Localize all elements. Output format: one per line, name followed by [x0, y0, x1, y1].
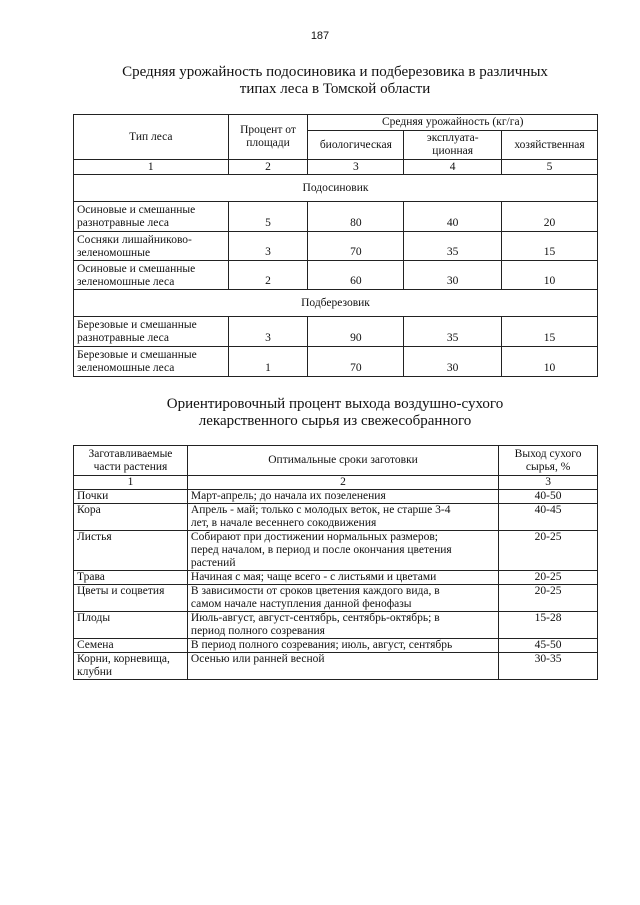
column-number: 4 [404, 160, 502, 175]
mushroom-yield-table [73, 114, 598, 377]
plant-part-line: клубни [77, 666, 113, 678]
herbal-raw-material-table [73, 445, 598, 680]
biological-cell: 70 [308, 347, 404, 377]
harvest-timing-line: Март-апрель; до начала их позеленения [190, 490, 386, 502]
dry-yield-cell: 15-28 [499, 612, 598, 639]
header-percent-area-line1: Процент от [240, 124, 296, 136]
harvest-timing-line: Собирают при достижении нормальных размеров; [190, 531, 438, 543]
harvest-timing-line: Осенью или ранней весной [190, 653, 325, 665]
forest-type-cell [74, 202, 229, 232]
column-number: 1 [74, 476, 188, 490]
harvest-timing-line: Июль-август, август-сентябрь, сентябрь-октябрь; в [190, 612, 440, 624]
header-dry-yield [499, 446, 598, 476]
harvest-timing-line: лет, в начале весеннего сокодвижения [190, 517, 377, 529]
header-percent-area [228, 115, 308, 160]
table-row [74, 202, 598, 232]
plant-part-cell [74, 585, 188, 612]
table1-title [70, 64, 600, 98]
harvest-timing-cell [187, 653, 498, 680]
harvest-timing-line: В период полного созревания; июль, август, сентябрь [190, 639, 453, 651]
table-row [74, 317, 598, 347]
biological-cell: 80 [308, 202, 404, 232]
percent-cell: 3 [228, 317, 308, 347]
forest-type-line1: Березовые и смешанные [77, 319, 197, 331]
dry-yield-cell: 20-25 [499, 571, 598, 585]
harvest-timing-cell [187, 612, 498, 639]
header-exploitation-line1: эксплуата- [426, 132, 479, 144]
dry-yield-cell: 30-35 [499, 653, 598, 680]
percent-cell: 3 [228, 232, 308, 261]
column-number: 1 [74, 160, 229, 175]
header-avg-yield: Средняя урожайность (кг/га) [308, 115, 598, 131]
harvest-timing-line: период полного созревания [190, 625, 325, 637]
biological-cell: 70 [308, 232, 404, 261]
percent-cell: 2 [228, 261, 308, 290]
column-number-row [74, 476, 598, 490]
column-number: 3 [308, 160, 404, 175]
dry-yield-cell: 40-45 [499, 504, 598, 531]
plant-part-line: Трава [77, 571, 105, 583]
harvest-timing-cell [187, 490, 498, 504]
group-header-podosinovik: Подосиновик [74, 175, 598, 202]
forest-type-line2: зеленомошные леса [77, 362, 175, 374]
economic-cell: 10 [502, 261, 598, 290]
header-percent-area-line2: площади [246, 137, 290, 149]
harvest-timing-cell [187, 504, 498, 531]
header-exploitation [404, 131, 502, 160]
forest-type-line2: зеленомошные [77, 247, 151, 259]
forest-type-line2: зеленомошные леса [77, 276, 175, 288]
header-dry-yield-line2: сырья, % [525, 460, 571, 473]
plant-part-cell [74, 612, 188, 639]
header-plant-parts [74, 446, 188, 476]
forest-type-cell [74, 347, 229, 377]
dry-yield-cell: 20-25 [499, 585, 598, 612]
table-row [74, 232, 598, 261]
forest-type-line1: Сосняки лишайниково- [77, 234, 192, 246]
forest-type-line2: разнотравные леса [77, 332, 169, 344]
economic-cell: 10 [502, 347, 598, 377]
table-row [74, 653, 598, 680]
column-number: 2 [187, 476, 498, 490]
harvest-timing-line: В зависимости от сроков цветения каждого вида, в [190, 585, 440, 597]
exploitation-cell: 35 [404, 317, 502, 347]
economic-cell: 15 [502, 232, 598, 261]
table-row [74, 261, 598, 290]
page-number: 187 [310, 30, 330, 42]
table-row [74, 531, 598, 571]
biological-cell: 60 [308, 261, 404, 290]
header-plant-parts-line1: Заготавливаемые [88, 447, 173, 460]
header-harvest-timing: Оптимальные сроки заготовки [187, 446, 498, 476]
table2-title-line1: Ориентировочный процент выхода воздушно-сухого [166, 396, 504, 412]
plant-part-cell [74, 639, 188, 653]
forest-type-line1: Березовые и смешанные [77, 349, 197, 361]
economic-cell: 20 [502, 202, 598, 232]
harvest-timing-line: растений [190, 557, 236, 569]
biological-cell: 90 [308, 317, 404, 347]
plant-part-line: Кора [77, 504, 101, 516]
harvest-timing-cell [187, 571, 498, 585]
economic-cell: 15 [502, 317, 598, 347]
harvest-timing-cell [187, 531, 498, 571]
column-number: 5 [502, 160, 598, 175]
plant-part-cell [74, 653, 188, 680]
table-row [74, 639, 598, 653]
percent-cell: 1 [228, 347, 308, 377]
header-plant-parts-line2: части растения [93, 460, 168, 473]
forest-type-line2: разнотравные леса [77, 217, 169, 229]
plant-part-line: Почки [77, 490, 109, 502]
plant-part-cell [74, 490, 188, 504]
forest-type-line1: Осиновые и смешанные [77, 263, 196, 275]
dry-yield-cell: 45-50 [499, 639, 598, 653]
harvest-timing-cell [187, 585, 498, 612]
percent-cell: 5 [228, 202, 308, 232]
exploitation-cell: 30 [404, 261, 502, 290]
plant-part-cell [74, 571, 188, 585]
table1-title-line2: типах леса в Томской области [239, 81, 431, 97]
group-header-podberezovik: Подберезовик [74, 290, 598, 317]
header-economic: хозяйственная [502, 131, 598, 160]
column-number-row [74, 160, 598, 175]
plant-part-line: Семена [77, 639, 114, 651]
dry-yield-cell: 20-25 [499, 531, 598, 571]
table-row [74, 347, 598, 377]
exploitation-cell: 35 [404, 232, 502, 261]
harvest-timing-line: Апрель - май; только с молодых веток, не старше 3-4 [190, 504, 451, 516]
plant-part-line: Листья [77, 531, 112, 543]
exploitation-cell: 30 [404, 347, 502, 377]
exploitation-cell: 40 [404, 202, 502, 232]
table-row [74, 585, 598, 612]
table1-title-line1: Средняя урожайность подосиновика и подберезовика в различных [122, 64, 548, 80]
header-biological: биологическая [308, 131, 404, 160]
table-row [74, 571, 598, 585]
harvest-timing-line: самом начале наступления данной фенофазы [190, 598, 412, 610]
table-row [74, 612, 598, 639]
harvest-timing-line: перед началом, в период и после окончания цветения [190, 544, 452, 556]
column-number: 2 [228, 160, 308, 175]
plant-part-cell [74, 531, 188, 571]
dry-yield-cell: 40-50 [499, 490, 598, 504]
table2-title [70, 396, 600, 430]
header-exploitation-line2: ционная [432, 145, 474, 157]
forest-type-cell [74, 261, 229, 290]
header-dry-yield-line1: Выход сухого [514, 447, 582, 460]
forest-type-cell [74, 317, 229, 347]
table-row [74, 504, 598, 531]
header-forest-type: Тип леса [74, 115, 229, 160]
plant-part-line: Цветы и соцветия [77, 585, 165, 597]
forest-type-line1: Осиновые и смешанные [77, 204, 196, 216]
table-row [74, 490, 598, 504]
harvest-timing-cell [187, 639, 498, 653]
plant-part-cell [74, 504, 188, 531]
table2-title-line2: лекарственного сырья из свежесобранного [198, 413, 472, 429]
harvest-timing-line: Начиная с мая; чаще всего - с листьями и цветами [190, 571, 437, 583]
forest-type-cell [74, 232, 229, 261]
column-number: 3 [499, 476, 598, 490]
plant-part-line: Корни, корневища, [77, 653, 170, 665]
plant-part-line: Плоды [77, 612, 111, 624]
